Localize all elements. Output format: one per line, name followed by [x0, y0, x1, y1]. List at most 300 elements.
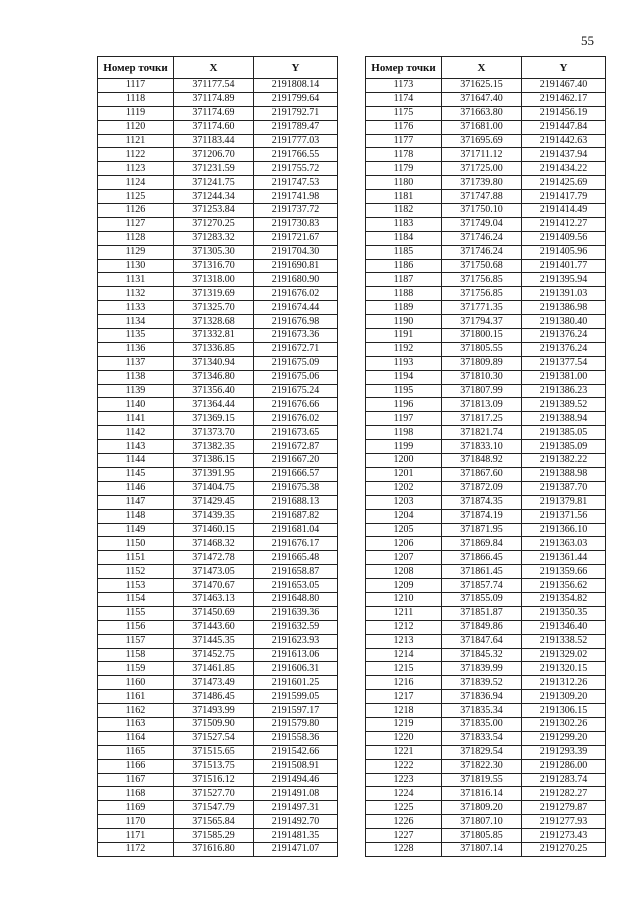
x-coordinate-cell: 371364.44 — [174, 398, 254, 412]
x-coordinate-cell: 371516.12 — [174, 773, 254, 787]
point-number-cell: 1218 — [366, 704, 442, 718]
y-coordinate-cell: 2191675.09 — [254, 356, 338, 370]
y-coordinate-cell: 2191491.08 — [254, 787, 338, 801]
x-coordinate-cell: 371829.54 — [442, 745, 522, 759]
table-row — [366, 106, 606, 120]
x-coordinate-cell: 371253.84 — [174, 204, 254, 218]
y-coordinate-cell: 2191673.36 — [254, 329, 338, 343]
y-coordinate-cell: 2191320.15 — [522, 662, 606, 676]
y-coordinate-cell: 2191673.65 — [254, 426, 338, 440]
point-number-cell: 1227 — [366, 829, 442, 843]
table-row — [366, 495, 606, 509]
y-coordinate-cell: 2191672.71 — [254, 342, 338, 356]
x-coordinate-cell: 371871.95 — [442, 523, 522, 537]
y-coordinate-cell: 2191672.87 — [254, 440, 338, 454]
point-number-cell: 1167 — [98, 773, 174, 787]
table-row — [98, 537, 338, 551]
table-row — [98, 273, 338, 287]
table-row — [366, 134, 606, 148]
point-number-cell: 1159 — [98, 662, 174, 676]
table-row — [98, 648, 338, 662]
table-row — [98, 204, 338, 218]
table-row — [98, 801, 338, 815]
x-coordinate-cell: 371486.45 — [174, 690, 254, 704]
y-coordinate-cell: 2191704.30 — [254, 245, 338, 259]
x-coordinate-cell: 371821.74 — [442, 426, 522, 440]
table-row — [366, 801, 606, 815]
table-row — [98, 704, 338, 718]
table-row — [98, 759, 338, 773]
x-coordinate-cell: 371849.86 — [442, 620, 522, 634]
table-row — [98, 120, 338, 134]
table-row — [366, 176, 606, 190]
table-row — [366, 509, 606, 523]
point-number-cell: 1179 — [366, 162, 442, 176]
y-coordinate-cell: 2191329.02 — [522, 648, 606, 662]
x-coordinate-cell: 371725.00 — [442, 162, 522, 176]
table-row — [366, 717, 606, 731]
table-row — [366, 704, 606, 718]
point-number-cell: 1135 — [98, 329, 174, 343]
table-row — [366, 481, 606, 495]
point-number-cell: 1176 — [366, 120, 442, 134]
point-number-cell: 1145 — [98, 467, 174, 481]
x-coordinate-cell: 371807.99 — [442, 384, 522, 398]
table-row — [98, 620, 338, 634]
x-coordinate-cell: 371867.60 — [442, 467, 522, 481]
point-number-cell: 1120 — [98, 120, 174, 134]
x-coordinate-cell: 371813.09 — [442, 398, 522, 412]
point-number-cell: 1178 — [366, 148, 442, 162]
point-number-cell: 1151 — [98, 551, 174, 565]
y-coordinate-cell: 2191747.53 — [254, 176, 338, 190]
point-number-cell: 1132 — [98, 287, 174, 301]
table-row — [366, 370, 606, 384]
x-coordinate-cell: 371373.70 — [174, 426, 254, 440]
x-coordinate-cell: 371183.44 — [174, 134, 254, 148]
table-row — [98, 384, 338, 398]
x-coordinate-cell: 371340.94 — [174, 356, 254, 370]
point-number-cell: 1140 — [98, 398, 174, 412]
x-coordinate-cell: 371470.67 — [174, 579, 254, 593]
y-coordinate-cell: 2191387.70 — [522, 481, 606, 495]
table-row — [366, 634, 606, 648]
y-coordinate-cell: 2191414.49 — [522, 204, 606, 218]
point-number-cell: 1213 — [366, 634, 442, 648]
point-number-cell: 1144 — [98, 454, 174, 468]
x-coordinate-cell: 371749.04 — [442, 217, 522, 231]
y-coordinate-cell: 2191808.14 — [254, 79, 338, 93]
x-coordinate-cell: 371817.25 — [442, 412, 522, 426]
table-row — [98, 467, 338, 481]
point-number-cell: 1147 — [98, 495, 174, 509]
y-coordinate-cell: 2191380.40 — [522, 315, 606, 329]
table-row — [366, 579, 606, 593]
point-number-cell: 1198 — [366, 426, 442, 440]
x-coordinate-cell: 371382.35 — [174, 440, 254, 454]
table-row — [366, 231, 606, 245]
x-coordinate-cell: 371513.75 — [174, 759, 254, 773]
point-number-cell: 1214 — [366, 648, 442, 662]
x-coordinate-cell: 371461.85 — [174, 662, 254, 676]
x-coordinate-cell: 371174.89 — [174, 92, 254, 106]
x-coordinate-cell: 371625.15 — [442, 79, 522, 93]
table-row — [366, 787, 606, 801]
point-number-cell: 1134 — [98, 315, 174, 329]
x-coordinate-cell: 371807.14 — [442, 842, 522, 856]
table-row — [366, 315, 606, 329]
table-row — [98, 148, 338, 162]
point-number-cell: 1192 — [366, 342, 442, 356]
y-coordinate-cell: 2191279.87 — [522, 801, 606, 815]
y-coordinate-cell: 2191653.05 — [254, 579, 338, 593]
point-number-cell: 1191 — [366, 329, 442, 343]
x-coordinate-cell: 371747.88 — [442, 190, 522, 204]
y-coordinate-cell: 2191558.36 — [254, 731, 338, 745]
x-coordinate-cell: 371816.14 — [442, 787, 522, 801]
y-coordinate-cell: 2191462.17 — [522, 92, 606, 106]
point-number-cell: 1171 — [98, 829, 174, 843]
y-coordinate-cell: 2191597.17 — [254, 704, 338, 718]
x-coordinate-cell: 371231.59 — [174, 162, 254, 176]
point-number-cell: 1199 — [366, 440, 442, 454]
point-number-cell: 1182 — [366, 204, 442, 218]
x-coordinate-cell: 371527.54 — [174, 731, 254, 745]
y-coordinate-cell: 2191270.25 — [522, 842, 606, 856]
x-coordinate-cell: 371452.75 — [174, 648, 254, 662]
table-row — [98, 190, 338, 204]
y-coordinate-cell: 2191471.07 — [254, 842, 338, 856]
y-coordinate-cell: 2191437.94 — [522, 148, 606, 162]
x-coordinate-cell: 371616.80 — [174, 842, 254, 856]
point-number-cell: 1174 — [366, 92, 442, 106]
x-coordinate-cell: 371874.19 — [442, 509, 522, 523]
table-row — [98, 565, 338, 579]
x-coordinate-cell: 371241.75 — [174, 176, 254, 190]
table-row — [366, 551, 606, 565]
y-coordinate-cell: 2191737.72 — [254, 204, 338, 218]
y-coordinate-cell: 2191409.56 — [522, 231, 606, 245]
point-number-cell: 1186 — [366, 259, 442, 273]
table-row — [98, 134, 338, 148]
table-row — [366, 120, 606, 134]
table-row — [98, 787, 338, 801]
table-row — [366, 287, 606, 301]
table-row — [98, 509, 338, 523]
x-coordinate-cell: 371305.30 — [174, 245, 254, 259]
table-row — [366, 454, 606, 468]
y-coordinate-cell: 2191376.24 — [522, 329, 606, 343]
x-coordinate-cell: 371468.32 — [174, 537, 254, 551]
y-coordinate-cell: 2191371.56 — [522, 509, 606, 523]
header-x: X — [174, 57, 254, 79]
y-coordinate-cell: 2191741.98 — [254, 190, 338, 204]
x-coordinate-cell: 371336.85 — [174, 342, 254, 356]
x-coordinate-cell: 371177.54 — [174, 79, 254, 93]
x-coordinate-cell: 371756.85 — [442, 273, 522, 287]
x-coordinate-cell: 371794.37 — [442, 315, 522, 329]
point-number-cell: 1177 — [366, 134, 442, 148]
point-number-cell: 1160 — [98, 676, 174, 690]
y-coordinate-cell: 2191283.74 — [522, 773, 606, 787]
y-coordinate-cell: 2191386.23 — [522, 384, 606, 398]
table-row — [366, 620, 606, 634]
table-row — [98, 301, 338, 315]
table-row — [98, 690, 338, 704]
table-row — [366, 356, 606, 370]
x-coordinate-cell: 371547.79 — [174, 801, 254, 815]
point-number-cell: 1203 — [366, 495, 442, 509]
point-number-cell: 1215 — [366, 662, 442, 676]
x-coordinate-cell: 371810.30 — [442, 370, 522, 384]
x-coordinate-cell: 371839.52 — [442, 676, 522, 690]
point-number-cell: 1119 — [98, 106, 174, 120]
y-coordinate-cell: 2191688.13 — [254, 495, 338, 509]
y-coordinate-cell: 2191632.59 — [254, 620, 338, 634]
point-number-cell: 1175 — [366, 106, 442, 120]
table-row — [366, 259, 606, 273]
point-number-cell: 1220 — [366, 731, 442, 745]
table-row — [366, 676, 606, 690]
x-coordinate-cell: 371283.32 — [174, 231, 254, 245]
y-coordinate-cell: 2191613.06 — [254, 648, 338, 662]
table-row — [98, 773, 338, 787]
point-number-cell: 1124 — [98, 176, 174, 190]
y-coordinate-cell: 2191675.38 — [254, 481, 338, 495]
y-coordinate-cell: 2191467.40 — [522, 79, 606, 93]
x-coordinate-cell: 371746.24 — [442, 245, 522, 259]
table-row — [98, 454, 338, 468]
y-coordinate-cell: 2191309.20 — [522, 690, 606, 704]
y-coordinate-cell: 2191579.80 — [254, 717, 338, 731]
table-row — [366, 329, 606, 343]
y-coordinate-cell: 2191359.66 — [522, 565, 606, 579]
point-number-cell: 1208 — [366, 565, 442, 579]
table-row — [366, 537, 606, 551]
point-number-cell: 1189 — [366, 301, 442, 315]
x-coordinate-cell: 371473.05 — [174, 565, 254, 579]
y-coordinate-cell: 2191356.62 — [522, 579, 606, 593]
x-coordinate-cell: 371855.09 — [442, 592, 522, 606]
x-coordinate-cell: 371861.45 — [442, 565, 522, 579]
point-number-cell: 1200 — [366, 454, 442, 468]
y-coordinate-cell: 2191497.31 — [254, 801, 338, 815]
x-coordinate-cell: 371509.90 — [174, 717, 254, 731]
y-coordinate-cell: 2191382.22 — [522, 454, 606, 468]
x-coordinate-cell: 371756.85 — [442, 287, 522, 301]
table-row — [366, 467, 606, 481]
point-number-cell: 1130 — [98, 259, 174, 273]
y-coordinate-cell: 2191381.00 — [522, 370, 606, 384]
point-number-cell: 1164 — [98, 731, 174, 745]
table-row — [366, 690, 606, 704]
point-number-cell: 1226 — [366, 815, 442, 829]
y-coordinate-cell: 2191666.57 — [254, 467, 338, 481]
table-row — [366, 273, 606, 287]
x-coordinate-cell: 371809.20 — [442, 801, 522, 815]
y-coordinate-cell: 2191755.72 — [254, 162, 338, 176]
y-coordinate-cell: 2191273.43 — [522, 829, 606, 843]
point-number-cell: 1180 — [366, 176, 442, 190]
y-coordinate-cell: 2191391.03 — [522, 287, 606, 301]
y-coordinate-cell: 2191675.06 — [254, 370, 338, 384]
x-coordinate-cell: 371318.00 — [174, 273, 254, 287]
table-row — [366, 523, 606, 537]
y-coordinate-cell: 2191299.20 — [522, 731, 606, 745]
y-coordinate-cell: 2191665.48 — [254, 551, 338, 565]
x-coordinate-cell: 371695.69 — [442, 134, 522, 148]
x-coordinate-cell: 371527.70 — [174, 787, 254, 801]
y-coordinate-cell: 2191386.98 — [522, 301, 606, 315]
point-number-cell: 1196 — [366, 398, 442, 412]
y-coordinate-cell: 2191376.24 — [522, 342, 606, 356]
x-coordinate-cell: 371270.25 — [174, 217, 254, 231]
table-row — [98, 481, 338, 495]
y-coordinate-cell: 2191730.83 — [254, 217, 338, 231]
point-number-cell: 1193 — [366, 356, 442, 370]
point-number-cell: 1212 — [366, 620, 442, 634]
coordinates-table-right — [365, 56, 606, 857]
point-number-cell: 1139 — [98, 384, 174, 398]
point-number-cell: 1217 — [366, 690, 442, 704]
point-number-cell: 1155 — [98, 606, 174, 620]
table-row — [98, 662, 338, 676]
y-coordinate-cell: 2191658.87 — [254, 565, 338, 579]
x-coordinate-cell: 371833.54 — [442, 731, 522, 745]
table-row — [98, 634, 338, 648]
point-number-cell: 1201 — [366, 467, 442, 481]
table-row — [98, 523, 338, 537]
y-coordinate-cell: 2191676.66 — [254, 398, 338, 412]
x-coordinate-cell: 371805.55 — [442, 342, 522, 356]
x-coordinate-cell: 371445.35 — [174, 634, 254, 648]
point-number-cell: 1153 — [98, 579, 174, 593]
y-coordinate-cell: 2191792.71 — [254, 106, 338, 120]
y-coordinate-cell: 2191389.52 — [522, 398, 606, 412]
y-coordinate-cell: 2191306.15 — [522, 704, 606, 718]
table-row — [366, 829, 606, 843]
point-number-cell: 1181 — [366, 190, 442, 204]
y-coordinate-cell: 2191601.25 — [254, 676, 338, 690]
x-coordinate-cell: 371874.35 — [442, 495, 522, 509]
point-number-cell: 1146 — [98, 481, 174, 495]
table-row — [98, 842, 338, 856]
point-number-cell: 1129 — [98, 245, 174, 259]
point-number-cell: 1168 — [98, 787, 174, 801]
table-row — [98, 342, 338, 356]
y-coordinate-cell: 2191354.82 — [522, 592, 606, 606]
y-coordinate-cell: 2191447.84 — [522, 120, 606, 134]
y-coordinate-cell: 2191350.35 — [522, 606, 606, 620]
y-coordinate-cell: 2191363.03 — [522, 537, 606, 551]
y-coordinate-cell: 2191361.44 — [522, 551, 606, 565]
table-row — [366, 842, 606, 856]
header-x: X — [442, 57, 522, 79]
x-coordinate-cell: 371460.15 — [174, 523, 254, 537]
y-coordinate-cell: 2191676.17 — [254, 537, 338, 551]
y-coordinate-cell: 2191542.66 — [254, 745, 338, 759]
y-coordinate-cell: 2191766.55 — [254, 148, 338, 162]
table-row — [366, 815, 606, 829]
y-coordinate-cell: 2191789.47 — [254, 120, 338, 134]
y-coordinate-cell: 2191385.09 — [522, 440, 606, 454]
page-number: 55 — [581, 33, 594, 48]
x-coordinate-cell: 371429.45 — [174, 495, 254, 509]
x-coordinate-cell: 371681.00 — [442, 120, 522, 134]
table-row — [98, 106, 338, 120]
table-row — [98, 731, 338, 745]
point-number-cell: 1187 — [366, 273, 442, 287]
y-coordinate-cell: 2191377.54 — [522, 356, 606, 370]
table-row — [366, 79, 606, 93]
x-coordinate-cell: 371750.68 — [442, 259, 522, 273]
point-number-cell: 1223 — [366, 773, 442, 787]
point-number-cell: 1154 — [98, 592, 174, 606]
point-number-cell: 1211 — [366, 606, 442, 620]
table-row — [98, 315, 338, 329]
x-coordinate-cell: 371404.75 — [174, 481, 254, 495]
x-coordinate-cell: 371746.24 — [442, 231, 522, 245]
x-coordinate-cell: 371244.34 — [174, 190, 254, 204]
x-coordinate-cell: 371835.34 — [442, 704, 522, 718]
table-row — [366, 606, 606, 620]
point-number-cell: 1166 — [98, 759, 174, 773]
x-coordinate-cell: 371585.29 — [174, 829, 254, 843]
x-coordinate-cell: 371819.55 — [442, 773, 522, 787]
table-row — [98, 551, 338, 565]
point-number-cell: 1157 — [98, 634, 174, 648]
point-number-cell: 1225 — [366, 801, 442, 815]
x-coordinate-cell: 371739.80 — [442, 176, 522, 190]
x-coordinate-cell: 371663.80 — [442, 106, 522, 120]
point-number-cell: 1138 — [98, 370, 174, 384]
point-number-cell: 1209 — [366, 579, 442, 593]
point-number-cell: 1194 — [366, 370, 442, 384]
point-number-cell: 1205 — [366, 523, 442, 537]
point-number-cell: 1188 — [366, 287, 442, 301]
point-number-cell: 1222 — [366, 759, 442, 773]
point-number-cell: 1152 — [98, 565, 174, 579]
y-coordinate-cell: 2191282.27 — [522, 787, 606, 801]
x-coordinate-cell: 371346.80 — [174, 370, 254, 384]
point-number-cell: 1133 — [98, 301, 174, 315]
x-coordinate-cell: 371473.49 — [174, 676, 254, 690]
y-coordinate-cell: 2191508.91 — [254, 759, 338, 773]
table-row — [366, 342, 606, 356]
point-number-cell: 1197 — [366, 412, 442, 426]
y-coordinate-cell: 2191385.05 — [522, 426, 606, 440]
point-number-cell: 1216 — [366, 676, 442, 690]
y-coordinate-cell: 2191395.94 — [522, 273, 606, 287]
y-coordinate-cell: 2191412.27 — [522, 217, 606, 231]
x-coordinate-cell: 371851.87 — [442, 606, 522, 620]
point-number-cell: 1121 — [98, 134, 174, 148]
point-number-cell: 1202 — [366, 481, 442, 495]
point-number-cell: 1184 — [366, 231, 442, 245]
table-row — [366, 204, 606, 218]
x-coordinate-cell: 371805.85 — [442, 829, 522, 843]
point-number-cell: 1117 — [98, 79, 174, 93]
y-coordinate-cell: 2191492.70 — [254, 815, 338, 829]
x-coordinate-cell: 371463.13 — [174, 592, 254, 606]
x-coordinate-cell: 371833.10 — [442, 440, 522, 454]
y-coordinate-cell: 2191675.24 — [254, 384, 338, 398]
x-coordinate-cell: 371809.89 — [442, 356, 522, 370]
table-row — [366, 217, 606, 231]
point-number-cell: 1143 — [98, 440, 174, 454]
table-row — [98, 231, 338, 245]
table-row — [98, 176, 338, 190]
